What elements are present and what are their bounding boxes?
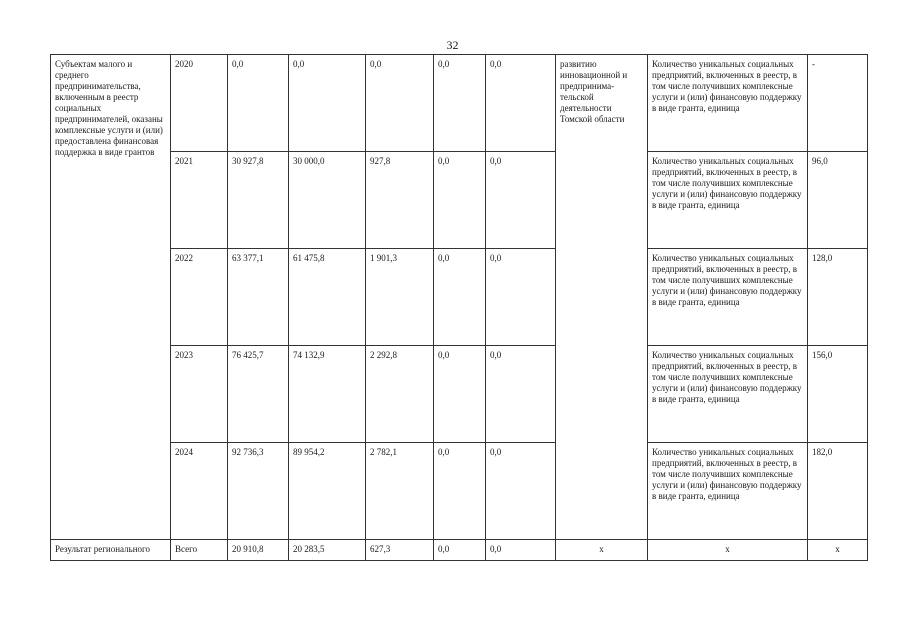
municipal-cell: 0,0 bbox=[434, 152, 486, 249]
other-cell: 0,0 bbox=[486, 152, 556, 249]
total-cell: 0,0 bbox=[228, 55, 289, 152]
total-cell: 20 910,8 bbox=[228, 540, 289, 561]
indicator-value-cell: 96,0 bbox=[808, 152, 868, 249]
federal-cell: 89 954,2 bbox=[289, 443, 366, 540]
responsible-cell-continued bbox=[556, 346, 648, 443]
municipal-cell: 0,0 bbox=[434, 55, 486, 152]
total-cell: 92 736,3 bbox=[228, 443, 289, 540]
federal-cell: 0,0 bbox=[289, 55, 366, 152]
indicator-cell: Количество уникальных социальных предприятий, включенных в реестр, в том числе получивших комплексные услуги и (или) финансовую поддержку в виде гранта, единица bbox=[648, 443, 808, 540]
regional-cell: 2 782,1 bbox=[366, 443, 434, 540]
other-cell: 0,0 bbox=[486, 55, 556, 152]
indicator-value-cell: - bbox=[808, 55, 868, 152]
table-row-2020 bbox=[51, 55, 868, 152]
indicator-value-cell: 156,0 bbox=[808, 346, 868, 443]
other-cell: 0,0 bbox=[486, 249, 556, 346]
year-cell: 2022 bbox=[171, 249, 228, 346]
year-cell: 2024 bbox=[171, 443, 228, 540]
total-cell: 76 425,7 bbox=[228, 346, 289, 443]
table-row-2022 bbox=[51, 249, 868, 346]
total-cell: 63 377,1 bbox=[228, 249, 289, 346]
responsible-cell-continued bbox=[556, 249, 648, 346]
table-row-2024 bbox=[51, 443, 868, 540]
indicator-value-cell: 128,0 bbox=[808, 249, 868, 346]
responsible-cell-continued bbox=[556, 152, 648, 249]
total-cell: 30 927,8 bbox=[228, 152, 289, 249]
year-cell: Всего bbox=[171, 540, 228, 561]
year-cell: 2020 bbox=[171, 55, 228, 152]
regional-cell: 1 901,3 bbox=[366, 249, 434, 346]
federal-cell: 61 475,8 bbox=[289, 249, 366, 346]
page-number: 32 bbox=[446, 38, 459, 52]
regional-cell: 627,3 bbox=[366, 540, 434, 561]
other-cell: 0,0 bbox=[486, 443, 556, 540]
other-cell: 0,0 bbox=[486, 540, 556, 561]
municipal-cell: 0,0 bbox=[434, 443, 486, 540]
other-cell: 0,0 bbox=[486, 346, 556, 443]
indicator-x-cell: x bbox=[648, 540, 808, 561]
municipal-cell: 0,0 bbox=[434, 540, 486, 561]
indicator-cell: Количество уникальных социальных предприятий, включенных в реестр, в том числе получивших комплексные услуги и (или) финансовую поддержку в виде гранта, единица bbox=[648, 249, 808, 346]
year-cell: 2023 bbox=[171, 346, 228, 443]
municipal-cell: 0,0 bbox=[434, 346, 486, 443]
regional-cell: 927,8 bbox=[366, 152, 434, 249]
value-x-cell: x bbox=[808, 540, 868, 561]
table-row-2021 bbox=[51, 152, 868, 249]
federal-cell: 20 283,5 bbox=[289, 540, 366, 561]
federal-cell: 30 000,0 bbox=[289, 152, 366, 249]
year-cell: 2021 bbox=[171, 152, 228, 249]
budget-table bbox=[50, 54, 868, 561]
responsible-x-cell: x bbox=[556, 540, 648, 561]
indicator-cell: Количество уникальных социальных предприятий, включенных в реестр, в том числе получивших комплексные услуги и (или) финансовую поддержку в виде гранта, единица bbox=[648, 152, 808, 249]
indicator-cell: Количество уникальных социальных предприятий, включенных в реестр, в том числе получивших комплексные услуги и (или) финансовую поддержку в виде гранта, единица bbox=[648, 346, 808, 443]
federal-cell: 74 132,9 bbox=[289, 346, 366, 443]
responsible-cell-continued bbox=[556, 443, 648, 540]
table-row-total bbox=[51, 540, 868, 561]
regional-cell: 0,0 bbox=[366, 55, 434, 152]
indicator-cell: Количество уникальных социальных предприятий, включенных в реестр, в том числе получивших комплексные услуги и (или) финансовую поддержку в виде гранта, единица bbox=[648, 55, 808, 152]
total-label-cell: Результат регионального bbox=[51, 540, 171, 561]
subject-cell: Субъектам малого и среднего предпринимательства, включенным в реестр социальных предпринимателей, оказаны комплексные услуги и (или) предоставлена финансовая поддержка в виде грантов bbox=[51, 55, 171, 540]
table-row-2023 bbox=[51, 346, 868, 443]
municipal-cell: 0,0 bbox=[434, 249, 486, 346]
responsible-cell: развитию инновационной и предпринима-тельской деятельности Томской области bbox=[556, 55, 648, 152]
regional-cell: 2 292,8 bbox=[366, 346, 434, 443]
indicator-value-cell: 182,0 bbox=[808, 443, 868, 540]
